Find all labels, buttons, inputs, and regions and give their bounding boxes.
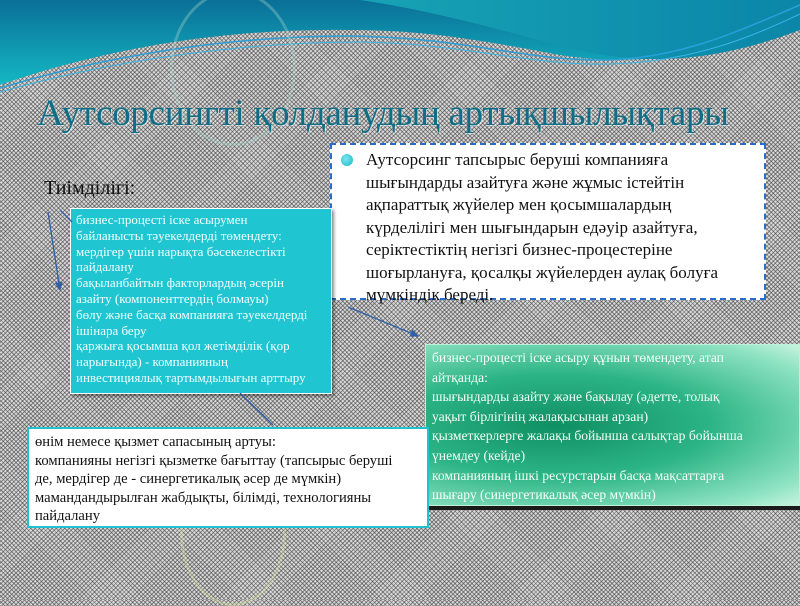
main-text-line: күрделілігі мен шығындарын едәуір азайтуға,	[366, 217, 698, 237]
cost-text-line: компанияның ішкі ресурстарын басқа мақсаттарға	[432, 467, 725, 483]
risk-text-line: бөлу және басқа компанияға тәуекелдерді	[76, 306, 308, 322]
cost-text-line: айтқанда:	[432, 369, 488, 385]
risk-text-line: мердігер үшін нарықта бәсекелестікті	[76, 243, 286, 259]
risk-text-line: байланысты тәуекелдерді төмендету:	[76, 227, 282, 243]
cost-reduction-box	[425, 344, 800, 506]
main-text-line: ақпараттық жүйелер мен қосымшалардың	[366, 195, 672, 214]
connector-arrow-right	[348, 307, 418, 336]
cost-text-line: уақыт бірлігінің жалақысынан арзан)	[432, 408, 649, 424]
quality-text-line: пайдалану	[35, 508, 100, 525]
efficiency-label: Тиімділігі:	[44, 177, 136, 199]
connector-line	[240, 393, 273, 425]
quality-box	[27, 427, 429, 528]
header-wave-decoration	[0, 0, 800, 100]
risk-text-line: бақыланбайтын факторлардың әсерін	[76, 275, 284, 291]
cost-text-line: үнемдеу (кейде)	[432, 447, 526, 463]
risk-text-line: ішінара беру	[76, 322, 147, 338]
main-text-line: серіктестіктің негізгі бизнес-процестеріне	[366, 240, 673, 259]
cost-text-line: қызметкерлерге жалақы бойынша салықтар бойынша	[432, 428, 743, 444]
quality-text-line: өнім немесе қызмет сапасының артуы:	[35, 434, 276, 450]
bullet-circle-icon	[341, 154, 353, 166]
risk-text-line: инвестициялық тартымдылығын арттыру	[76, 369, 306, 385]
risk-text-line: нарығында) - компанияның	[76, 354, 228, 370]
quality-text-line: де, мердігер де - синергетикалық әсер де мүмкін)	[35, 471, 342, 488]
risk-text-line: азайту (компоненттердің болмауы)	[76, 290, 269, 306]
main-text-box	[330, 143, 766, 304]
main-text-line: Аутсорсинг тапсырыс беруші компанияға	[366, 150, 669, 169]
risk-text-line: бизнес-процесті іске асырумен	[76, 212, 248, 227]
quality-text-line: компанияны негізгі қызметке бағыттау (тапсырыс беруші	[35, 452, 393, 469]
main-text-line: шығындарды азайтуға және жұмыс істейтін	[366, 172, 685, 192]
main-text-line: мүмкіндік береді.	[366, 285, 494, 304]
risk-reduction-box	[70, 208, 332, 394]
risk-text-line: пайдалану	[76, 259, 134, 275]
slide-title: Аутсорсингті қолданудың артықшылықтары	[37, 93, 729, 134]
quality-text-line: мамандандырылған жабдықты, білімді, технологияны	[35, 489, 372, 506]
cost-text-line: бизнес-процесті іске асыру құнын төмендету, атап	[432, 350, 724, 365]
connector-arrow-down	[48, 212, 60, 290]
cost-text-line: шығындарды азайту және бақылау (әдетте, толық	[432, 389, 720, 405]
cost-text-line: шығару (синергетикалық әсер мүмкін)	[432, 487, 656, 503]
risk-text-line: қаржыға қосымша қол жетімділік (қор	[76, 338, 290, 354]
main-text-line: шоғырлануға, қосалқы жүйелерден аулақ болуға	[366, 262, 719, 282]
